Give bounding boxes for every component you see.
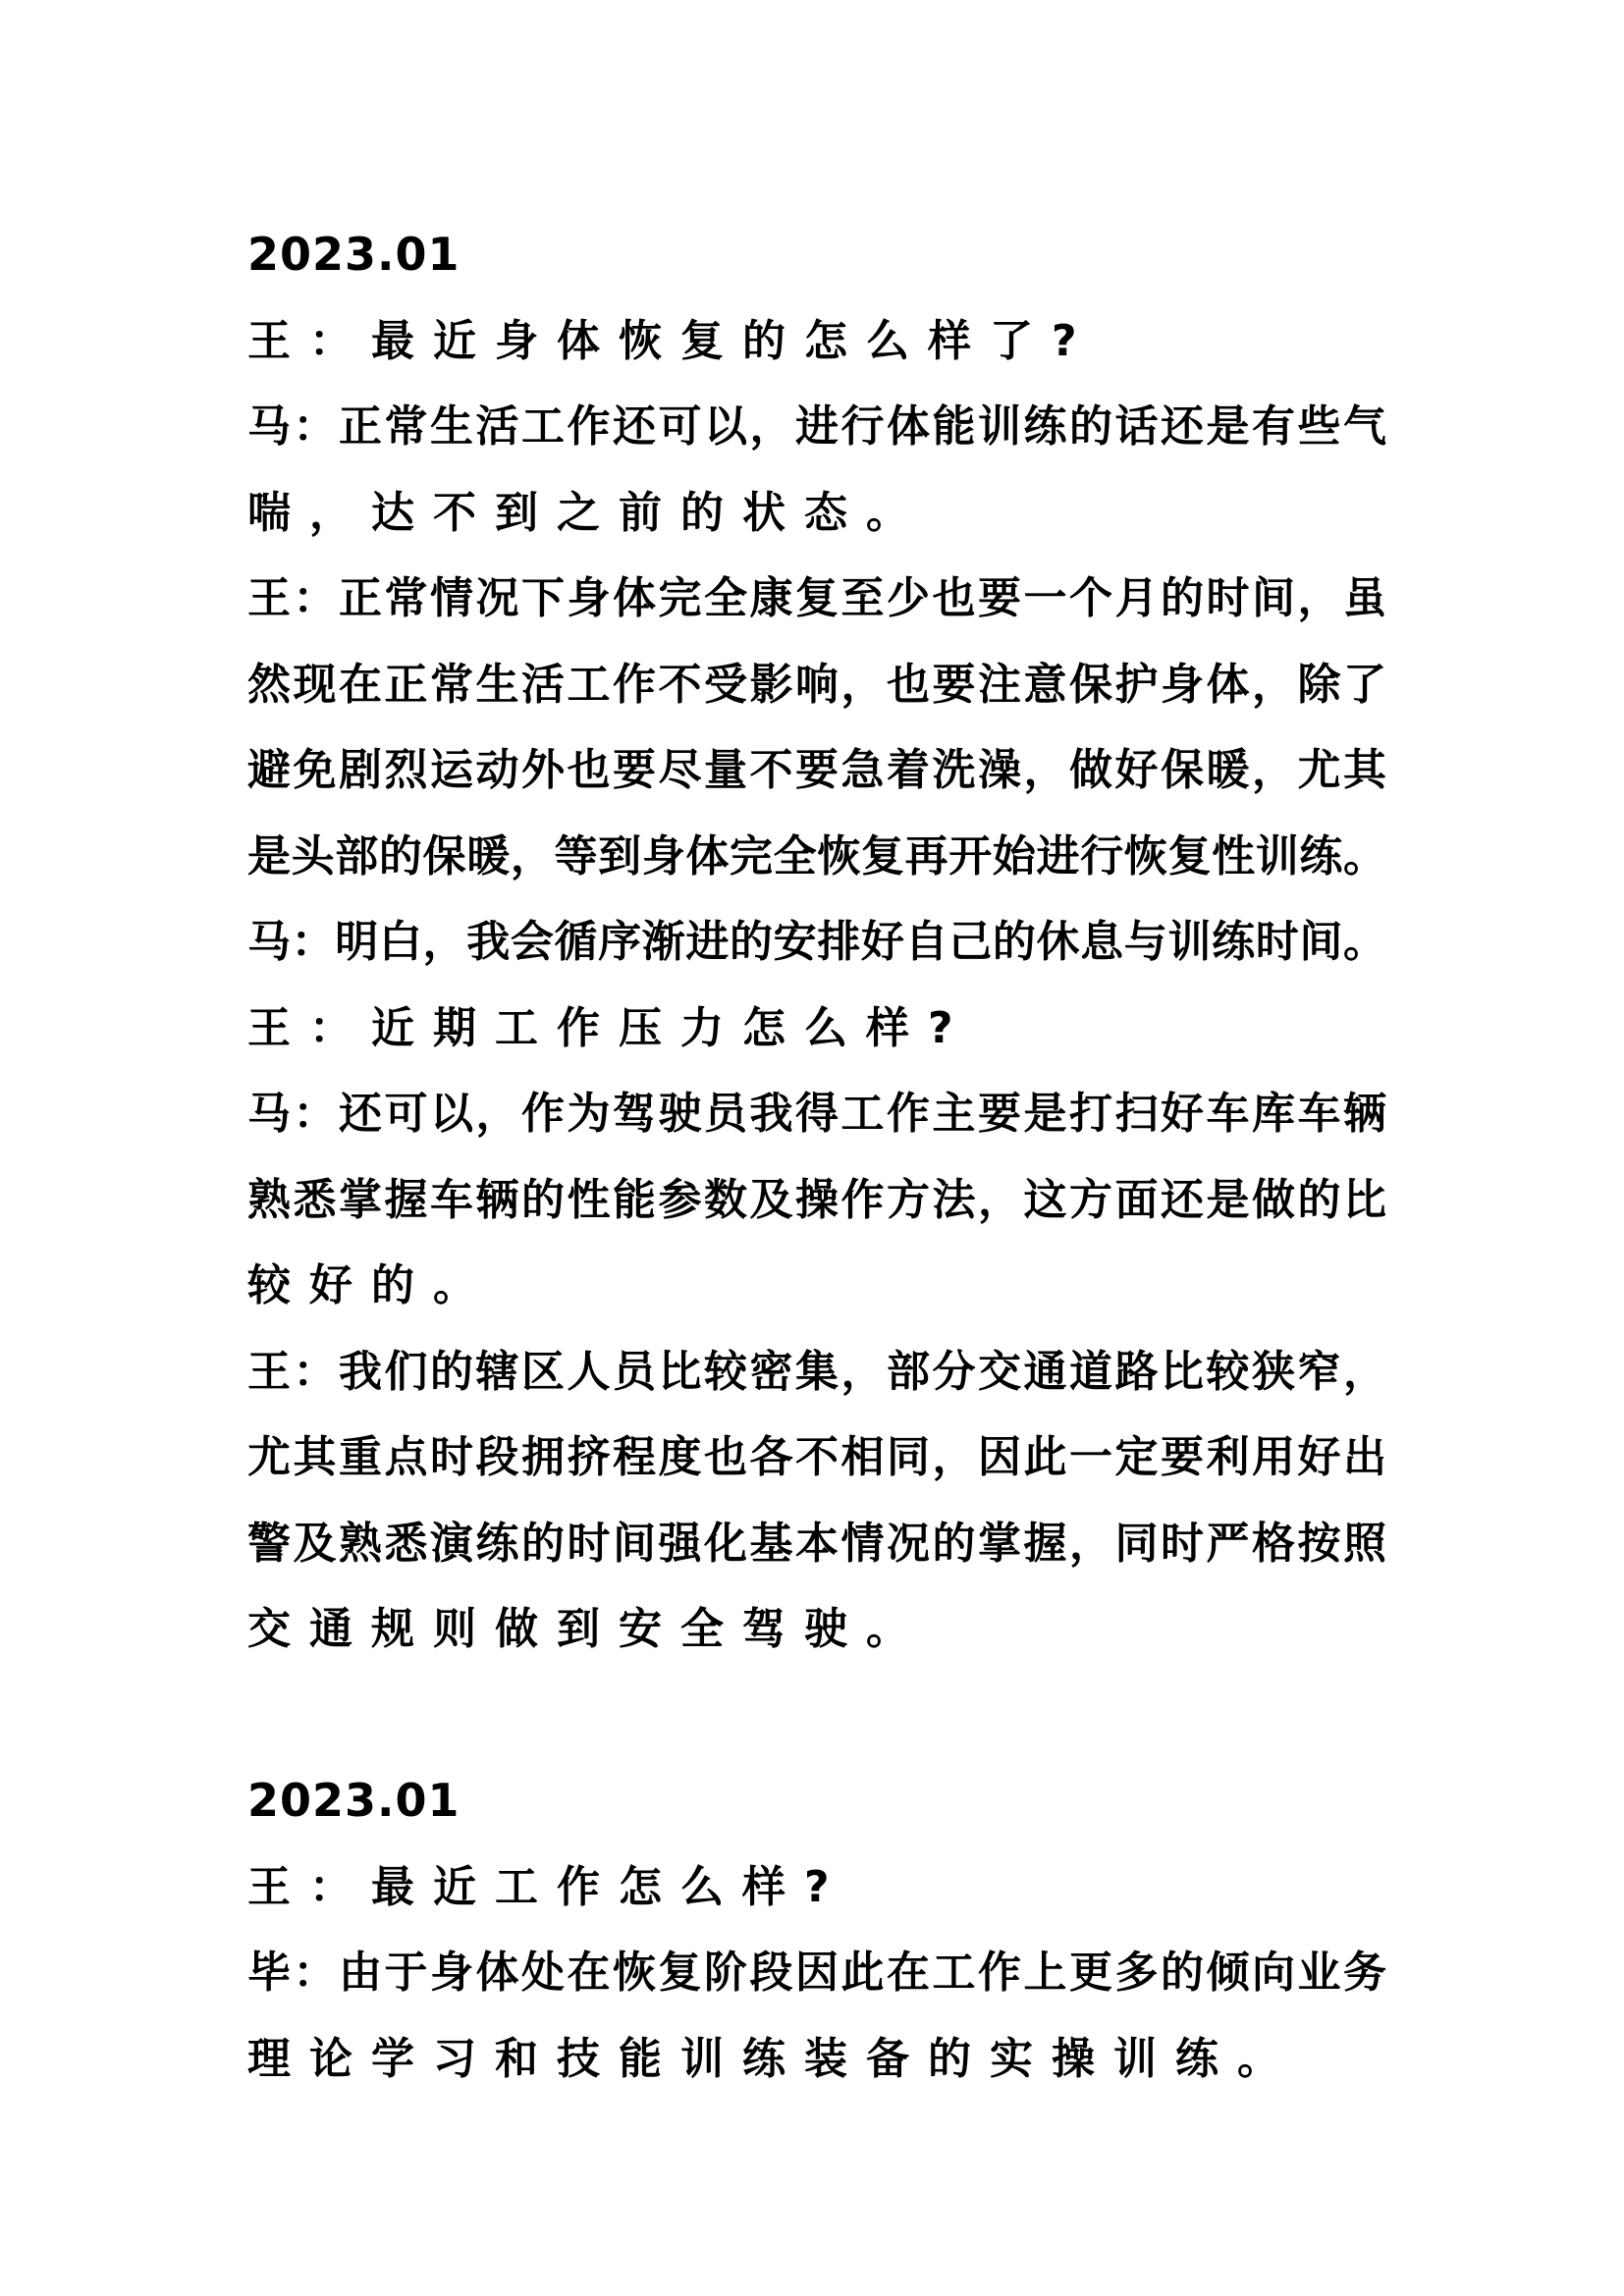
dialogue-line: 王：正常情况下身体完全康复至少也要一个月的时间，虽: [247, 573, 1386, 623]
document-body: [247, 212, 1386, 2102]
dialogue-line: 较好的。: [247, 1260, 495, 1310]
dialogue-line: 马：正常生活工作还可以，进行体能训练的话还是有些气: [247, 401, 1386, 452]
dialogue-line: 马：明白，我会循序渐进的安排好自己的休息与训练时间。: [247, 917, 1386, 967]
dialogue-line: 是头部的保暖，等到身体完全恢复再开始进行恢复性训练。: [247, 830, 1386, 881]
dialogue-line: 交通规则做到安全驾驶。: [247, 1604, 928, 1654]
dialogue-line: 熟悉掌握车辆的性能参数及操作方法，这方面还是做的比: [247, 1174, 1386, 1225]
dialogue-line: 理论学习和技能训练装备的实操训练。: [247, 2033, 1299, 2084]
dialogue-line: 王：最近身体恢复的怎么样了?: [247, 315, 1096, 366]
dialogue-line: 避免剧烈运动外也要尽量不要急着洗澡，做好保暖，尤其: [247, 745, 1386, 795]
section-gap: [247, 1673, 1386, 1759]
dialogue-line: 王：我们的辖区人员比较密集，部分交通道路比较狭窄，: [247, 1346, 1386, 1397]
dialogue-line: 王：最近工作怎么样?: [247, 1861, 848, 1912]
section-date: 2023.01: [247, 228, 460, 281]
dialogue-line: 尤其重点时段拥挤程度也各不相同，因此一定要利用好出: [247, 1432, 1386, 1482]
dialogue-line: 喘，达不到之前的状态。: [247, 487, 928, 538]
dialogue-line: 王：近期工作压力怎么样?: [247, 1002, 972, 1053]
dialogue-line: 毕：由于身体处在恢复阶段因此在工作上更多的倾向业务: [247, 1948, 1386, 1998]
dialogue-line: 警及熟悉演练的时间强化基本情况的掌握，同时严格按照: [247, 1518, 1386, 1569]
dialogue-line: 马：还可以，作为驾驶员我得工作主要是打扫好车库车辆: [247, 1089, 1386, 1139]
section-date: 2023.01: [247, 1774, 460, 1827]
dialogue-line: 然现在正常生活工作不受影响，也要注意保护身体，除了: [247, 659, 1386, 710]
